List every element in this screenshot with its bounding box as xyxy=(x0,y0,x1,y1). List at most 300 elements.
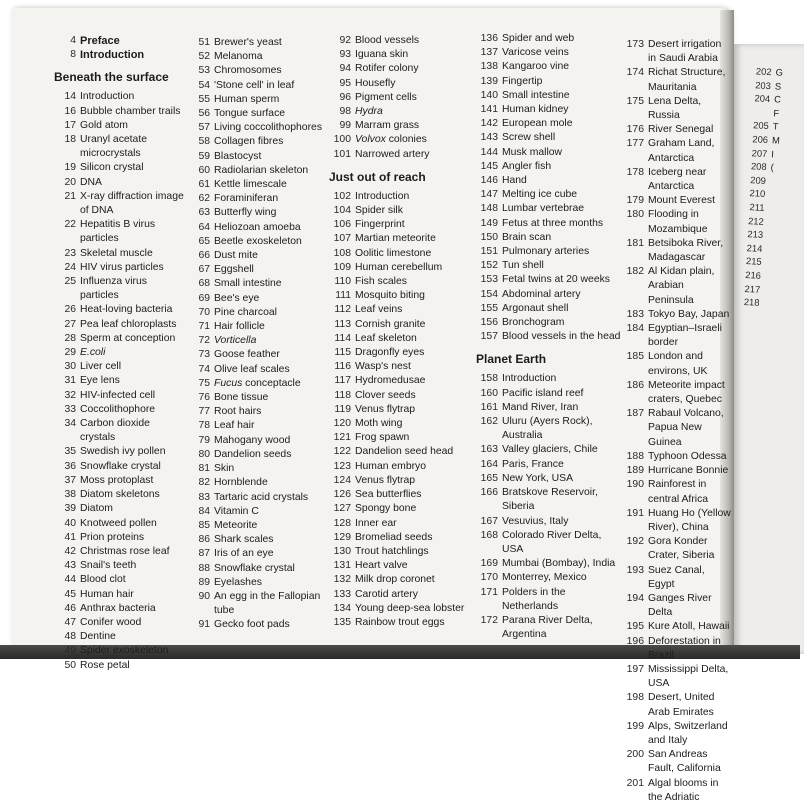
page-number: 107 xyxy=(333,233,351,245)
page-number: 119 xyxy=(334,403,351,415)
contents-entry xyxy=(329,204,477,218)
entry-title: Mand River, Iran xyxy=(502,401,579,413)
entry-title: Suez Canal, Egypt xyxy=(648,564,705,590)
page-number: 167 xyxy=(480,515,498,527)
entry-title-rest: colonies xyxy=(385,134,427,146)
page-number: 39 xyxy=(64,503,76,515)
entry-title: Pulmonary arteries xyxy=(502,246,590,258)
contents-entry xyxy=(476,103,622,117)
page-number: 81 xyxy=(198,463,210,475)
page-number: 71 xyxy=(198,321,210,333)
entry-title: Kure Atoll, Hawaii xyxy=(648,621,730,633)
contents-entry xyxy=(622,635,732,663)
contents-entry xyxy=(54,517,186,531)
page-number: 124 xyxy=(333,474,351,486)
page-number: 41 xyxy=(64,531,76,543)
entry-title: Iceberg near Antarctica xyxy=(648,166,707,193)
entry-title: Cornish granite xyxy=(355,318,426,330)
page-number: 46 xyxy=(64,602,76,614)
page-number: 134 xyxy=(333,602,351,614)
entry-title: I xyxy=(771,147,775,159)
contents-entry xyxy=(188,79,328,93)
page-number: 138 xyxy=(480,61,498,73)
entry-title: Hepatitis B virus particles xyxy=(80,219,156,245)
contents-entry xyxy=(54,403,186,417)
entry-title: Fetal twins at 20 weeks xyxy=(502,274,610,286)
page-number: 146 xyxy=(480,175,498,187)
contents-entry xyxy=(476,614,622,642)
entry-title: Small intestine xyxy=(214,278,282,290)
page-number: 192 xyxy=(626,536,644,548)
page-number: 85 xyxy=(198,519,210,531)
page-number: 99 xyxy=(339,120,351,132)
contents-entry xyxy=(476,46,622,60)
entry-title: Wasp's nest xyxy=(355,361,411,373)
page-number: 211 xyxy=(749,201,765,213)
contents-entry xyxy=(329,275,477,289)
contents-entry xyxy=(329,261,477,275)
page-number: 73 xyxy=(198,349,210,361)
entry-title: Human cerebellum xyxy=(355,261,443,273)
entry-title: Beetle exoskeleton xyxy=(214,235,302,247)
entry-title: Clover seeds xyxy=(355,389,416,401)
page-number: 20 xyxy=(64,176,76,188)
contents-entry xyxy=(188,107,328,121)
contents-column-1 xyxy=(54,34,186,673)
contents-entry xyxy=(476,302,622,316)
contents-entry xyxy=(188,221,328,235)
contents-entry xyxy=(476,174,622,188)
contents-entry xyxy=(188,363,328,377)
page-number: 52 xyxy=(198,51,210,63)
contents-entry xyxy=(54,161,186,175)
page-number: 31 xyxy=(64,375,76,387)
entry-title: Christmas rose leaf xyxy=(80,545,170,557)
contents-entry xyxy=(329,431,477,445)
page-number: 47 xyxy=(64,616,76,628)
contents-entry xyxy=(329,190,477,204)
entry-title: Desert irrigation in Saudi Arabia xyxy=(648,39,722,65)
entry-title: Lena Delta, Russia xyxy=(648,95,702,122)
contents-entry xyxy=(476,316,622,330)
contents-entry xyxy=(188,562,328,576)
entry-title: Graham Land, Antarctica xyxy=(648,138,715,164)
entry-title: Spider silk xyxy=(355,205,403,217)
entry-title: Foraminiferan xyxy=(214,193,279,205)
contents-entry xyxy=(54,346,186,360)
page-number: 72 xyxy=(198,335,210,347)
entry-title: Colorado River Delta, USA xyxy=(502,529,602,555)
page-number: 136 xyxy=(480,33,498,44)
entry-title: Rotifer colony xyxy=(355,63,419,75)
page-number: 203 xyxy=(754,78,772,91)
page-number: 147 xyxy=(480,189,498,201)
contents-entry xyxy=(329,289,477,303)
contents-entry xyxy=(476,146,622,160)
entry-title: Diatom xyxy=(80,503,113,515)
contents-entry xyxy=(329,545,477,559)
contents-entry xyxy=(329,389,477,403)
entry-title: Snail's teeth xyxy=(80,560,137,572)
contents-entry xyxy=(188,519,328,533)
entry-title: Melting ice cube xyxy=(502,189,578,201)
page-number: 56 xyxy=(198,108,210,120)
contents-entry xyxy=(188,206,328,220)
contents-entry xyxy=(622,379,732,407)
contents-entry xyxy=(329,573,477,587)
entry-title: Hydromedusae xyxy=(355,375,426,387)
page-number: 213 xyxy=(747,228,764,241)
page-number: 161 xyxy=(480,401,498,413)
entry-title: Mosquito biting xyxy=(355,290,425,302)
entry-title: ( xyxy=(770,161,775,173)
page-number: 166 xyxy=(480,487,498,499)
page-number: 112 xyxy=(334,304,351,316)
entry-title: Mount Everest xyxy=(648,195,715,207)
entry-title: Human embryo xyxy=(355,460,427,472)
page-number: 35 xyxy=(64,446,76,458)
contents-entry xyxy=(54,445,186,459)
page-number: 157 xyxy=(480,331,498,343)
entry-title: Introduction xyxy=(355,190,410,202)
contents-entry xyxy=(188,249,328,263)
contents-entry xyxy=(54,34,186,48)
entry-title: Dandelion seeds xyxy=(214,448,292,460)
contents-entry xyxy=(476,89,622,103)
contents-entry xyxy=(188,491,328,505)
contents-entry xyxy=(188,334,328,348)
entry-title: F xyxy=(773,107,780,119)
contents-entry xyxy=(188,377,328,391)
contents-entry xyxy=(188,292,328,306)
entry-title: Preface xyxy=(80,35,120,47)
entry-title: Deforestation in Brazil xyxy=(648,635,721,661)
entry-title: Parana River Delta, Argentina xyxy=(502,614,593,641)
contents-entry xyxy=(476,401,622,415)
entry-title: Goose feather xyxy=(214,349,280,361)
contents-entry xyxy=(188,348,328,362)
page-number: 74 xyxy=(198,363,210,375)
entry-title: Meteorite impact craters, Quebec xyxy=(648,379,725,406)
page-number: 78 xyxy=(198,420,210,432)
contents-entry xyxy=(188,320,328,334)
entry-title: Al Kidan plain, Arabian Peninsula xyxy=(648,266,715,306)
contents-entry xyxy=(476,288,622,302)
page-number: 84 xyxy=(198,505,210,517)
entry-title: Abdominal artery xyxy=(502,288,581,300)
entry-title: Screw shell xyxy=(502,132,556,144)
page-number: 44 xyxy=(64,574,76,586)
entry-title: London and environs, UK xyxy=(648,351,708,377)
contents-entry xyxy=(188,590,328,618)
page-number: 14 xyxy=(64,91,76,103)
contents-entry xyxy=(188,476,328,490)
contents-column-4 xyxy=(476,32,622,642)
contents-entry xyxy=(54,545,186,559)
contents-entry xyxy=(54,360,186,374)
entry-title: Tongue surface xyxy=(214,108,286,120)
contents-entry xyxy=(622,691,732,719)
contents-entry xyxy=(329,602,477,616)
page-number: 4 xyxy=(70,35,76,46)
entry-title: HIV-infected cell xyxy=(80,389,156,401)
section-heading-text: Beneath the surface xyxy=(54,70,169,85)
page-number: 142 xyxy=(480,118,498,130)
contents-entry xyxy=(329,247,477,261)
contents-entry xyxy=(188,448,328,462)
page-number: 217 xyxy=(744,282,761,295)
entry-title: Influenza virus particles xyxy=(80,276,147,302)
page-number: 63 xyxy=(198,207,210,219)
page-number: 215 xyxy=(745,255,762,268)
entry-title: Leaf hair xyxy=(214,420,255,432)
contents-entry xyxy=(622,194,732,208)
entry-title: Tartaric acid crystals xyxy=(214,491,309,503)
page-number: 165 xyxy=(480,472,498,484)
contents-entry xyxy=(188,135,328,149)
page-number: 188 xyxy=(626,450,644,462)
entry-title: Bratskove Reservoir, Siberia xyxy=(502,487,598,513)
entry-title: Pine charcoal xyxy=(214,306,277,318)
contents-column-2 xyxy=(188,36,328,633)
entry-title: Flooding in Mozambique xyxy=(648,209,708,235)
section-heading xyxy=(329,169,477,186)
page-number: 64 xyxy=(198,221,210,233)
page-number: 79 xyxy=(198,434,210,446)
contents-entry xyxy=(188,505,328,519)
contents-entry xyxy=(188,36,328,50)
contents-entry xyxy=(476,472,622,486)
page-number: 214 xyxy=(746,241,763,254)
entry-title: Heliozoan amoeba xyxy=(214,221,301,233)
page-number: 86 xyxy=(198,534,210,546)
entry-title: Collagen fibres xyxy=(214,136,284,148)
entry-title: Oolitic limestone xyxy=(355,247,432,259)
entry-title: Carbon dioxide crystals xyxy=(80,418,150,444)
contents-entry xyxy=(622,166,732,194)
page-number: 153 xyxy=(480,274,498,286)
entry-title: Leaf skeleton xyxy=(355,332,417,344)
contents-entry xyxy=(476,188,622,202)
entry-title: Blood vessels xyxy=(355,35,420,46)
contents-entry xyxy=(622,350,732,378)
entry-title: Inner ear xyxy=(355,517,397,529)
entry-title: C xyxy=(773,93,782,105)
entry-title: Dentine xyxy=(80,631,116,643)
contents-entry xyxy=(54,644,186,658)
contents-entry xyxy=(329,488,477,502)
page-number: 70 xyxy=(198,306,210,318)
page-number: 83 xyxy=(198,491,210,503)
contents-entry xyxy=(329,559,477,573)
page-number: 106 xyxy=(333,219,351,231)
page-number: 62 xyxy=(198,193,210,205)
page-number: 160 xyxy=(480,387,498,399)
entry-title: Varicose veins xyxy=(502,47,569,59)
contents-entry xyxy=(476,586,622,614)
page-number: 26 xyxy=(64,304,76,316)
page-number: 198 xyxy=(626,692,644,704)
contents-entry xyxy=(622,620,732,634)
entry-title: Pigment cells xyxy=(355,91,417,103)
section-heading-text: Just out of reach xyxy=(329,169,426,184)
page-number: 122 xyxy=(333,446,351,458)
entry-title: Meteorite xyxy=(214,519,258,531)
contents-entry xyxy=(54,588,186,602)
page-number: 132 xyxy=(333,574,351,586)
contents-entry xyxy=(476,231,622,245)
entry-title: Bronchogram xyxy=(502,317,565,329)
contents-entry xyxy=(188,93,328,107)
contents-entry xyxy=(54,275,186,303)
entry-title: Marram grass xyxy=(355,120,420,132)
contents-entry xyxy=(329,34,477,48)
page-number: 75 xyxy=(198,377,210,389)
entry-title: San Andreas Fault, California xyxy=(648,749,721,775)
contents-entry xyxy=(329,517,477,531)
contents-entry xyxy=(54,417,186,445)
page-number: 61 xyxy=(198,179,210,191)
page-number: 58 xyxy=(198,136,210,148)
contents-entry xyxy=(54,502,186,516)
page-number: 151 xyxy=(480,246,498,258)
page-number: 22 xyxy=(64,219,76,231)
section-heading xyxy=(54,69,186,86)
entry-title-italic: Fucus xyxy=(214,377,243,389)
entry-title: Vorticella xyxy=(214,335,257,347)
entry-title: Human kidney xyxy=(502,104,569,116)
page-number: 80 xyxy=(198,448,210,460)
page-number: 34 xyxy=(64,418,76,430)
contents-column-5 xyxy=(622,38,732,805)
page-number: 170 xyxy=(480,572,498,584)
entry-title: Polders in the Netherlands xyxy=(502,586,566,612)
page-number: 33 xyxy=(64,403,76,415)
entry-title: Leaf veins xyxy=(355,304,403,316)
contents-entry xyxy=(622,265,732,308)
page-number: 169 xyxy=(480,558,498,570)
contents-entry xyxy=(476,458,622,472)
contents-entry xyxy=(622,592,732,620)
page-number: 93 xyxy=(339,49,351,61)
entry-title: S xyxy=(774,79,782,92)
contents-entry xyxy=(622,720,732,748)
entry-title: Angler fish xyxy=(502,160,552,172)
contents-entry xyxy=(476,117,622,131)
page-number: 181 xyxy=(626,237,644,249)
page-number: 24 xyxy=(64,261,76,273)
contents-entry xyxy=(329,531,477,545)
contents-entry xyxy=(476,259,622,273)
contents-entry xyxy=(54,133,186,161)
contents-entry xyxy=(476,571,622,585)
entry-title: Skeletal muscle xyxy=(80,247,153,259)
page-number: 216 xyxy=(745,268,762,281)
entry-title: Swedish ivy pollen xyxy=(80,446,166,458)
page-number: 205 xyxy=(752,119,770,132)
entry-title: Prion proteins xyxy=(80,531,145,543)
page-number: 38 xyxy=(64,489,76,501)
page-number: 150 xyxy=(480,231,498,243)
contents-entry xyxy=(476,515,622,529)
entry-title: Root hairs xyxy=(214,406,262,418)
contents-entry xyxy=(329,417,477,431)
page-number: 29 xyxy=(64,347,76,359)
page-number: 187 xyxy=(626,408,644,420)
page-number: 182 xyxy=(626,266,644,278)
page-number: 172 xyxy=(480,614,498,626)
contents-entry xyxy=(476,273,622,287)
entry-title: Carotid artery xyxy=(355,588,418,600)
page-number: 123 xyxy=(333,460,351,472)
entry-title: Mississippi Delta, USA xyxy=(648,663,729,690)
contents-entry xyxy=(476,60,622,74)
contents-entry xyxy=(622,66,732,94)
entry-title: Radiolarian skeleton xyxy=(214,164,309,176)
contents-entry xyxy=(476,387,622,401)
contents-entry xyxy=(54,332,186,346)
contents-entry xyxy=(622,507,732,535)
page-number: 104 xyxy=(333,205,351,217)
page-number: 180 xyxy=(626,209,644,221)
page-number: 77 xyxy=(198,406,210,418)
entry-title-italic: Volvox xyxy=(355,134,386,146)
page-number: 30 xyxy=(64,361,76,373)
page-number: 40 xyxy=(64,517,76,529)
entry-title: Egyptian–Israeli border xyxy=(648,323,722,349)
contents-entry xyxy=(188,121,328,135)
contents-entry xyxy=(54,303,186,317)
contents-entry xyxy=(622,208,732,236)
contents-entry xyxy=(188,306,328,320)
entry-title: Kettle limescale xyxy=(214,179,287,191)
page-number: 218 xyxy=(743,296,760,308)
entry-title: Lumbar vertebrae xyxy=(502,203,585,215)
contents-entry xyxy=(329,502,477,516)
contents-entry xyxy=(329,77,477,91)
page-number: 110 xyxy=(334,276,351,288)
page-number: 87 xyxy=(198,548,210,560)
page-number: 163 xyxy=(480,444,498,456)
contents-entry xyxy=(476,245,622,259)
section-heading xyxy=(476,351,622,368)
page-number: 201 xyxy=(626,777,644,789)
entry-title: Spongy bone xyxy=(355,503,417,515)
entry-title: Introduction xyxy=(80,49,145,62)
entry-title: Fish scales xyxy=(355,276,407,288)
page-number: 66 xyxy=(198,250,210,262)
entry-title: Moss protoplast xyxy=(80,474,154,486)
contents-entry xyxy=(54,247,186,261)
page-number: 98 xyxy=(339,106,351,118)
contents-entry xyxy=(188,576,328,590)
page-number: 60 xyxy=(198,164,210,176)
contents-entry xyxy=(329,105,477,119)
page-number: 43 xyxy=(64,560,76,572)
page-number: 126 xyxy=(333,489,351,501)
entry-title: European mole xyxy=(502,118,573,130)
entry-title: Pacific island reef xyxy=(502,387,584,399)
contents-entry xyxy=(188,192,328,206)
entry-title: Rose petal xyxy=(80,659,130,671)
page-number: 152 xyxy=(480,260,498,272)
page-number: 36 xyxy=(64,460,76,472)
contents-entry xyxy=(476,330,622,344)
contents-entry xyxy=(329,346,477,360)
contents-entry xyxy=(54,105,186,119)
entry-title: Kangaroo vine xyxy=(502,61,570,73)
contents-entry xyxy=(54,460,186,474)
